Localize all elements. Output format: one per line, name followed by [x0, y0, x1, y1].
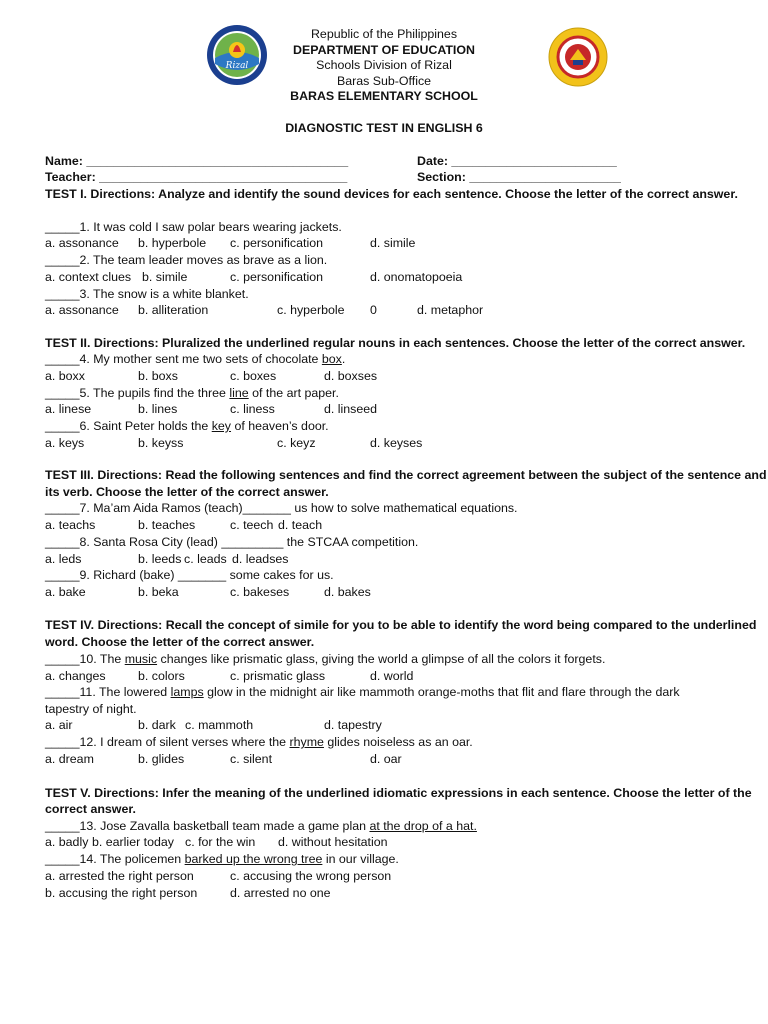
question-14: _____14. The policemen barked up the wrong tree in our village. [45, 852, 399, 866]
choice-1c: c. personification [230, 236, 323, 250]
test4-directions-line1: TEST IV. Directions: Recall the concept of simile for you to be able to identify the word being compared to the underlined [45, 618, 757, 632]
name-field[interactable]: Name: ______________________________________ [45, 154, 349, 168]
question-5: _____5. The pupils find the three line of the art paper. [45, 386, 339, 400]
choice-3c: c. hyperbole [277, 303, 345, 317]
choice-1b: b. hyperbole [138, 236, 207, 250]
header-sub-office: Baras Sub-Office [336, 74, 432, 88]
choice-14a: a. arrested the right person [45, 869, 194, 883]
choice-12d: d. oar [370, 752, 402, 766]
choice-4d: d. boxses [324, 369, 378, 383]
section-field[interactable]: Section: ______________________ [417, 170, 621, 184]
question-3: _____3. The snow is a white blanket. [45, 287, 249, 301]
choice-7c: c. teech [230, 518, 274, 532]
choice-10d: d. world [370, 669, 414, 683]
underlined-word: music [124, 652, 158, 666]
question-10: _____10. The music changes like prismatic glass, giving the world a glimpse of all the colors it forgets. [45, 652, 606, 666]
choice-2a: a. context clues [45, 270, 132, 284]
question-6: _____6. Saint Peter holds the key of heaven’s door. [45, 419, 329, 433]
choice-3b: b. alliteration [138, 303, 209, 317]
choice-14d: d. arrested no one [230, 886, 331, 900]
underlined-word: box [321, 352, 342, 366]
choice-7d: d. teach [278, 518, 323, 532]
choice-8d: d. leadses [232, 552, 289, 566]
choice-10c: c. prismatic glass [230, 669, 326, 683]
choice-2b: b. simile [142, 270, 188, 284]
choice-5d: d. linseed [324, 402, 378, 416]
choice-11a: a. air [45, 718, 73, 732]
header-republic: Republic of the Philippines [310, 27, 458, 41]
question-9: _____9. Richard (bake) _______ some cakes for us. [45, 568, 334, 582]
header-department: DEPARTMENT OF EDUCATION [293, 43, 475, 57]
test3-directions-line1: TEST III. Directions: Read the following sentences and find the correct agreement between the subject of the sentence and [45, 468, 767, 482]
choice-6c: c. keyz [277, 436, 316, 450]
test1-directions: TEST I. Directions: Analyze and identify the sound devices for each sentence. Choose the letter of the correct answer. [45, 187, 738, 201]
choice-12c: c. silent [230, 752, 273, 766]
choice-2d: d. onomatopoeia [370, 270, 463, 284]
choice-14c: c. accusing the wrong person [230, 869, 392, 883]
choice-1d: d. simile [370, 236, 416, 250]
choice-5c: c. liness [230, 402, 275, 416]
choice-9d: d. bakes [324, 585, 371, 599]
question-1: _____1. It was cold I saw polar bears wearing jackets. [45, 220, 342, 234]
test3-directions-line2: its verb. Choose the letter of the correct answer. [45, 485, 329, 499]
choice-9b: b. beka [138, 585, 179, 599]
choice-12a: a. dream [45, 752, 94, 766]
choice-4c: c. boxes [230, 369, 277, 383]
test5-directions-line2: correct answer. [45, 802, 136, 816]
choice-7b: b. teaches [138, 518, 196, 532]
choice-4a: a. boxx [45, 369, 85, 383]
underlined-word: line [229, 386, 249, 400]
choice-11c: c. mammoth [185, 718, 254, 732]
choice-9a: a. bake [45, 585, 86, 599]
underlined-phrase: barked up the wrong tree [184, 852, 323, 866]
underlined-word: key [211, 419, 232, 433]
test2-directions: TEST II. Directions: Pluralized the underlined regular nouns in each sentences. Choose the letter of the correct answer. [45, 336, 746, 350]
date-field[interactable]: Date: ________________________ [417, 154, 617, 168]
underlined-phrase: at the drop of a hat. [369, 819, 477, 833]
test-title: DIAGNOSTIC TEST IN ENGLISH 6 [285, 121, 483, 135]
question-11-continued: tapestry of night. [45, 702, 137, 716]
header-school-name: BARAS ELEMENTARY SCHOOL [290, 89, 478, 103]
test5-directions-line1: TEST V. Directions: Infer the meaning of the underlined idiomatic expressions in each sentence. Choose the letter of the [45, 786, 752, 800]
choice-3-stray: 0 [370, 303, 377, 317]
choice-12b: b. glides [138, 752, 185, 766]
choice-8c: c. leads [184, 552, 227, 566]
svg-text:Rizal: Rizal [225, 61, 249, 71]
choice-8a: a. leds [45, 552, 82, 566]
choice-6a: a. keys [45, 436, 85, 450]
choice-3d: d. metaphor [417, 303, 484, 317]
choice-11b: b. dark [138, 718, 176, 732]
teacher-field[interactable]: Teacher: ____________________________________ [45, 170, 348, 184]
underlined-word: lamps [170, 685, 204, 699]
choice-3a: a. assonance [45, 303, 119, 317]
choice-1a: a. assonance [45, 236, 119, 250]
choice-4b: b. boxs [138, 369, 178, 383]
choice-5b: b. lines [138, 402, 178, 416]
choice-7a: a. teachs [45, 518, 96, 532]
question-12: _____12. I dream of silent verses where the rhyme glides noiseless as an oar. [45, 735, 473, 749]
choice-14b: b. accusing the right person [45, 886, 198, 900]
choice-13b: b. earlier today [92, 835, 174, 849]
question-2: _____2. The team leader moves as brave as a lion. [45, 253, 328, 267]
choice-5a: a. linese [45, 402, 92, 416]
choice-6b: b. keyss [138, 436, 184, 450]
choice-13c: c. for the win [185, 835, 256, 849]
question-7: _____7. Ma’am Aida Ramos (teach)_______ us how to solve mathematical equations. [45, 501, 518, 515]
choice-9c: c. bakeses [230, 585, 290, 599]
choice-10a: a. changes [45, 669, 106, 683]
question-4: _____4. My mother sent me two sets of chocolate box. [45, 352, 346, 366]
choice-11d: d. tapestry [324, 718, 382, 732]
choice-8b: b. leeds [138, 552, 182, 566]
question-11: _____11. The lowered lamps glow in the midnight air like mammoth orange-moths that flit and flare through the dark [45, 685, 680, 699]
choice-2c: c. personification [230, 270, 323, 284]
question-8: _____8. Santa Rosa City (lead) _________ the STCAA competition. [45, 535, 419, 549]
underlined-word: rhyme [289, 735, 324, 749]
question-13: _____13. Jose Zavalla basketball team made a game plan at the drop of a hat. [45, 819, 477, 833]
choice-13a: a. badly [45, 835, 89, 849]
choice-13d: d. without hesitation [278, 835, 388, 849]
choice-6d: d. keyses [370, 436, 423, 450]
header-division: Schools Division of Rizal [316, 58, 452, 72]
choice-10b: b. colors [138, 669, 185, 683]
test4-directions-line2: word. Choose the letter of the correct answer. [45, 635, 315, 649]
